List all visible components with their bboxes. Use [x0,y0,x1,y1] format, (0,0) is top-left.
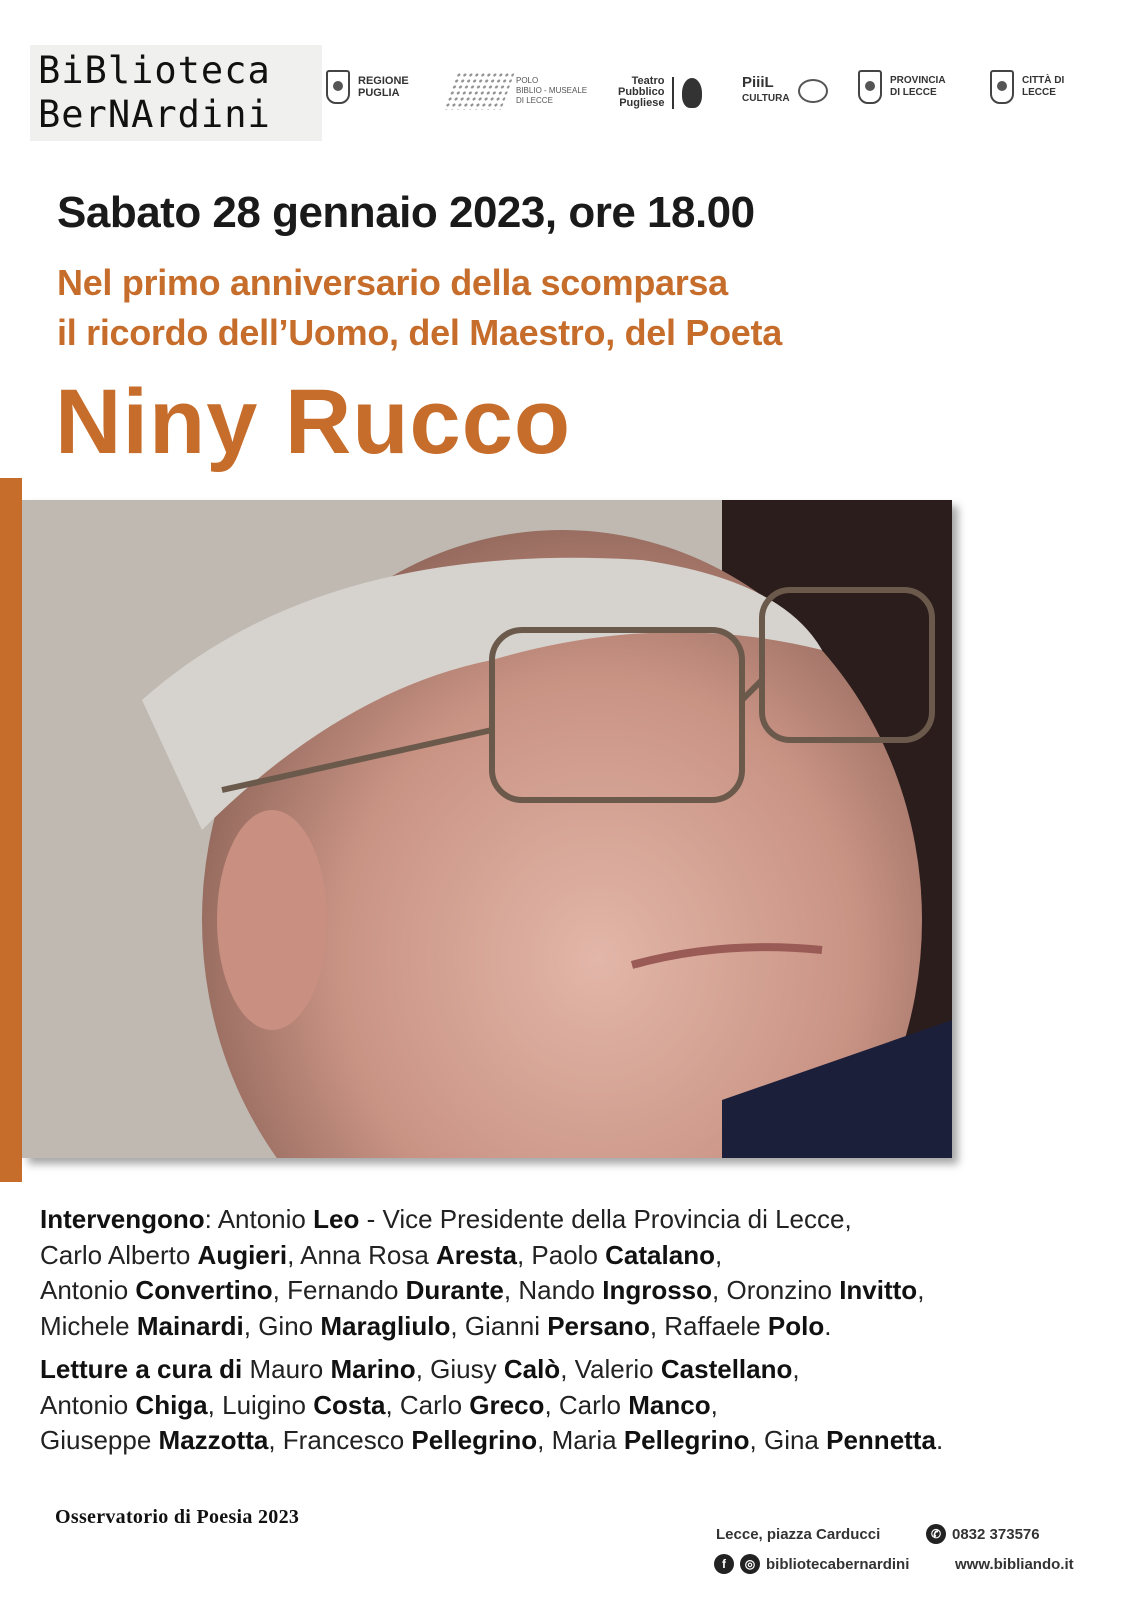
speaker-last-name: Mainardi [136,1310,244,1341]
reader-first-name: Carlo [399,1389,463,1420]
reader-first-name: Maria [551,1425,617,1455]
honoree-name: Niny Rucco [55,371,572,473]
regione-puglia-logo: REGIONE PUGLIA [326,70,409,104]
speaker-first-name: Gianni [464,1310,540,1341]
speaker-first-name: Raffaele [664,1310,761,1341]
reader-last-name: Pellegrino [411,1425,538,1455]
reader-first-name: Gina [763,1425,819,1455]
speaker-first-name: Paolo [531,1239,598,1270]
reader-last-name: Mazzotta [158,1425,269,1455]
reader-first-name: Carlo [558,1389,622,1420]
speaker-last-name: Durante [405,1275,504,1305]
website-line [955,1556,1074,1573]
reader-last-name: Greco [469,1389,545,1420]
speakers-paragraph: Intervengono: Antonio Leo - Vice Presidente della Provincia di Lecce, Carlo Alberto Augieri, Anna Rosa Aresta, Paolo Catalano, Antonio Convertino, Fernando Durante, Nando Ingrosso, Oronzino Invitto, Michele Mainardi, Gino Maragliulo, Gianni Persano, Raffaele Polo. [40,1204,925,1341]
polo-biblio-museale-logo: POLO BIBLIO - MUSEALE DI LECCE [450,72,587,110]
teatro-pubblico-pugliese-logo: Teatro Pubblico Pugliese [618,76,702,109]
biblioteca-bernardini-logo [30,45,322,141]
speaker-last-name: Invitto [839,1275,918,1305]
reader-last-name: Marino [330,1354,416,1384]
social-line [714,1554,909,1574]
speaker-first-name: Carlo Alberto [40,1239,191,1270]
instagram-icon: ◎ [740,1554,760,1574]
reader-last-name: Pellegrino [623,1425,750,1455]
portrait-photo [22,500,952,1158]
dotted-logo-icon [443,72,515,110]
social-handle[interactable]: bibliotecabernardini [766,1555,910,1573]
reader-first-name: Antonio [40,1389,129,1420]
speaker-first-name: Oronzino [726,1275,832,1305]
crest-icon [990,70,1014,104]
reader-last-name: Pennetta [826,1425,936,1455]
speaker-last-name: Maragliulo [320,1310,451,1341]
speaker-last-name: Catalano [605,1239,715,1270]
brand-line-1: BiBlioteca [38,49,271,92]
readers-label: Letture a cura di [40,1354,243,1384]
speaker-last-name: Polo [767,1310,825,1341]
piiil-logo-icon [798,79,828,103]
speaker-first-name: Nando [518,1275,595,1305]
brand-line-2: BerNArdini [38,93,271,136]
piiil-cultura-logo: PiiiL CULTURA [742,76,828,106]
event-subtitle-2: il ricordo dell’Uomo, del Maestro, del Poeta [57,312,782,353]
crest-icon [858,70,882,104]
speaker-first-name: Anna Rosa [300,1239,429,1270]
facebook-icon: f [714,1554,734,1574]
reader-first-name: Francesco [282,1425,405,1455]
accent-bar [0,478,22,1182]
speaker-last-name: Leo [313,1204,360,1234]
address-text: Lecce, piazza Carducci [716,1526,881,1543]
reader-last-name: Calò [503,1354,561,1384]
website-link[interactable]: www.bibliando.it [955,1556,1074,1573]
crest-icon [326,70,350,104]
speaker-first-name: Gino [258,1310,314,1341]
speaker-role: Vice Presidente della Provincia di Lecce [382,1204,845,1234]
readers-paragraph: Letture a cura di Mauro Marino, Giusy Calò, Valerio Castellano, Antonio Chiga, Luigino Costa, Carlo Greco, Carlo Manco, Giuseppe Mazzotta, Francesco Pellegrino, Maria Pellegrino, Gina Pennetta. [40,1354,944,1455]
citta-di-lecce-logo: CITTÀ DI LECCE [990,70,1064,104]
reader-last-name: Castellano [660,1354,793,1384]
whatsapp-icon: ✆ [926,1524,946,1544]
speaker-last-name: Augieri [197,1239,288,1270]
address-line [716,1526,880,1543]
credits-section [40,1202,1100,1467]
speaker-last-name: Aresta [436,1239,517,1270]
speaker-first-name: Antonio [40,1275,129,1305]
reader-first-name: Luigino [222,1389,306,1420]
speaker-last-name: Ingrosso [602,1275,713,1305]
speaker-first-name: Michele [40,1310,130,1341]
portrait-illustration [22,500,952,1158]
speaker-last-name: Persano [547,1310,650,1341]
phone-text: 0832 373576 [952,1525,1040,1543]
speaker-last-name: Convertino [135,1275,273,1305]
reader-first-name: Mauro [249,1354,324,1384]
provincia-di-lecce-logo: PROVINCIA DI LECCE [858,70,946,104]
reader-first-name: Giusy [430,1354,497,1384]
reader-last-name: Manco [628,1389,711,1420]
speaker-first-name: Antonio [217,1204,306,1234]
observatory-label: Osservatorio di Poesia 2023 [55,1506,300,1528]
speakers-label: Intervengono [40,1204,205,1234]
reader-last-name: Costa [313,1389,386,1420]
reader-first-name: Valerio [574,1354,654,1384]
reader-last-name: Chiga [135,1389,208,1420]
speaker-first-name: Fernando [287,1275,399,1305]
reader-first-name: Giuseppe [40,1425,152,1455]
phone-line [926,1524,1040,1544]
event-date-time: Sabato 28 gennaio 2023, ore 18.00 [57,188,755,237]
event-subtitle-1: Nel primo anniversario della scomparsa [57,262,728,303]
mask-icon [682,78,702,108]
